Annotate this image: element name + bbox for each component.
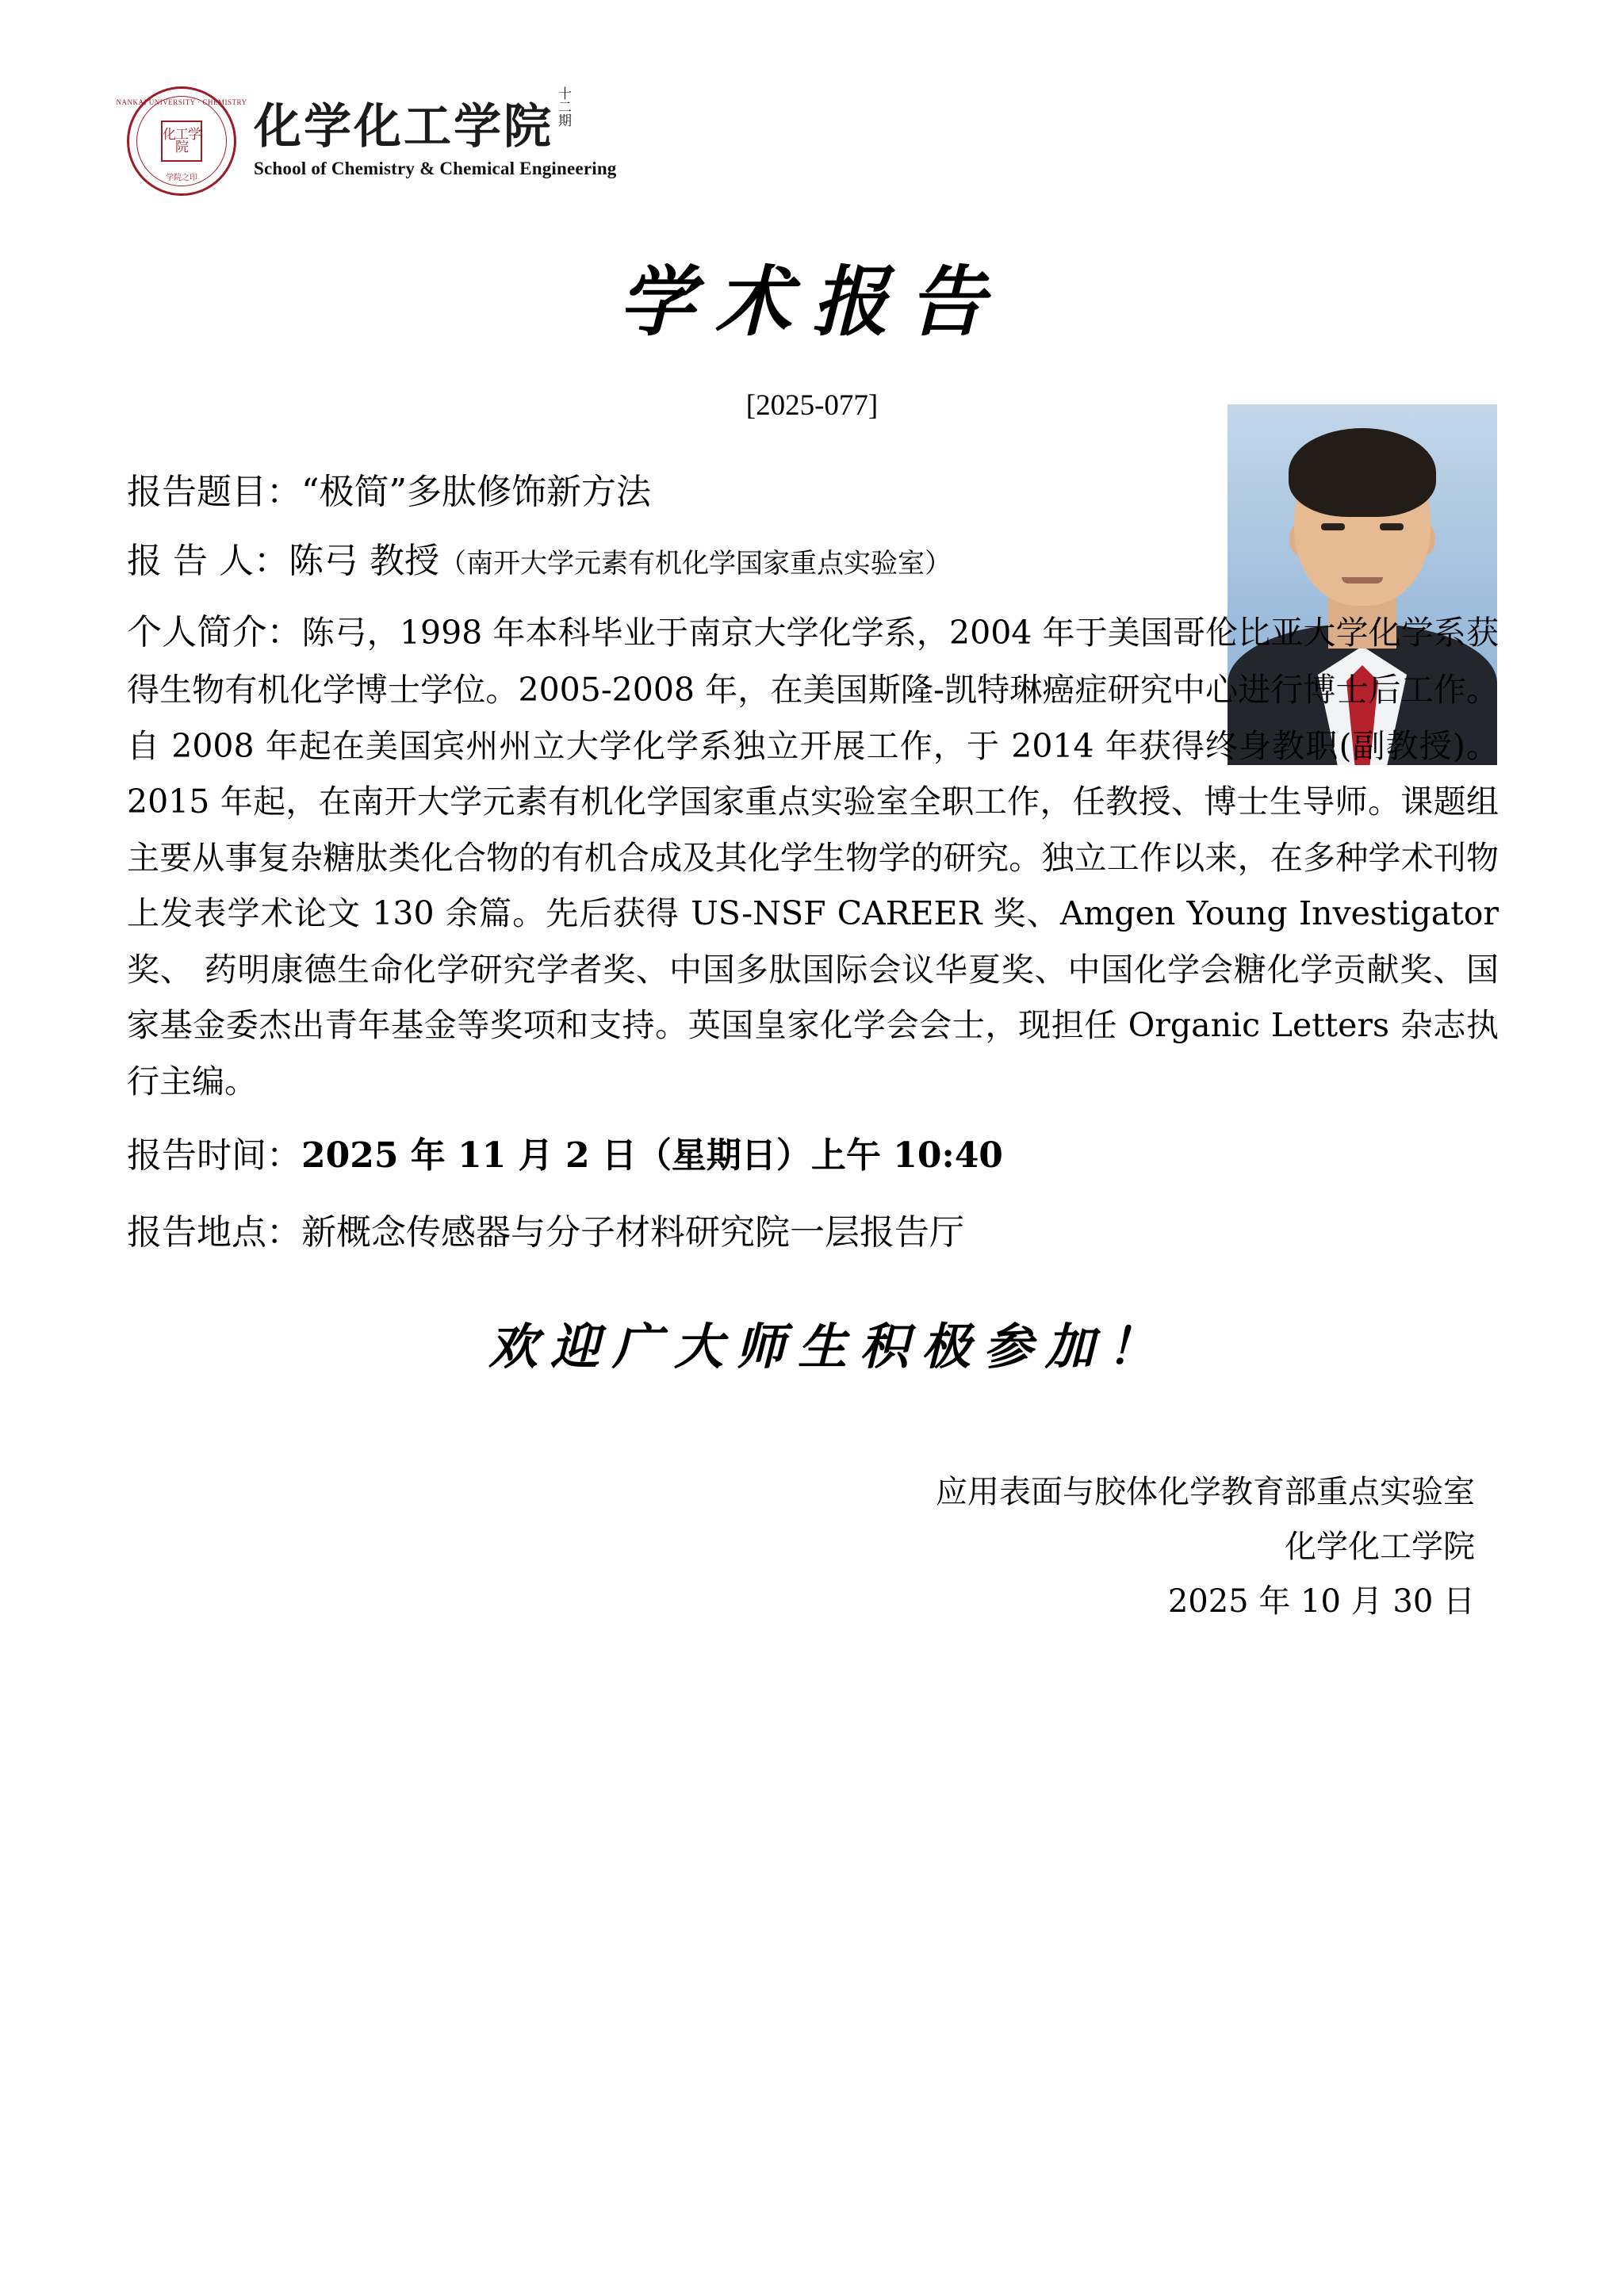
school-name-cn [254,86,617,155]
signature-line-3: 2025 年 10 月 30 日 [1167,1582,1475,1620]
school-name-cn-main: 化学化工学院 [254,99,553,155]
welcome-message: 欢迎广大师生积极参加！ [488,1317,1169,1376]
letterhead [116,83,617,196]
speaker-line [127,533,1499,589]
topic-label: 报告题目： [127,472,301,512]
biography-paragraph [127,603,1499,1110]
document-body [127,464,1499,1628]
biography-label: 个人简介： [127,611,302,652]
time-label: 报告时间： [127,1135,301,1177]
speaker-label: 报 告 人： [127,541,289,582]
signature-block [127,1465,1499,1628]
school-name-cn-sup: 十二期 [558,86,572,129]
place-value: 新概念传感器与分子材料研究院一层报告厅 [301,1212,964,1253]
seal-bottom-text: 学院之印 [166,174,197,182]
seal-core-text: 化工学院 [161,121,202,162]
topic-value: “极简”多肽修饰新方法 [301,472,651,512]
letterhead-text [254,83,617,179]
speaker-name: 陈弓 教授 [288,541,439,582]
place-label: 报告地点： [127,1212,301,1253]
signature-line-1: 应用表面与胶体化学教育部重点实验室 [936,1473,1475,1510]
time-line [127,1127,1499,1186]
time-value: 2025 年 11 月 2 日（星期日）上午 10:40 [301,1135,1003,1177]
page-title: 学术报告 [619,257,1005,346]
speaker-affiliation: （南开大学元素有机化学国家重点实验室） [439,548,952,580]
topic-line [127,464,1499,520]
biography-text: 陈弓，1998 年本科毕业于南京大学化学系，2004 年于美国哥伦比亚大学化学系获得生物有机化学博士学位。2005-2008 年，在美国斯隆-凯特琳癌症研究中心进行博士后工作。自 2008 年起在美国宾州州立大学化学系独立开展工作，于 2014 年获得终身教职(副教授)。2015 年起，在南开大学元素有机化学国家重点实验室全职工作，任教授、博士生导师。课题组主要从事复杂糖肽类化合物的有机合成及其化学生物学的研究。独立工作以来，在多种学术刊物上发表学术论文 130 余篇。先后获得 US-NSF CAREER 奖、Amgen Young Investigator 奖、 药明康德生命化学研究学者奖、中国多肽国际会议华夏奖、中国化学会糖化学贡献奖、国家基金委杰出青年基金等奖项和支持。英国皇家化学会会士，现担任 Organic Letters 杂志执行主编。 [127,613,1499,1100]
document-number: [2025-077] [745,389,879,422]
seal-top-text: NANKAI UNIVERSITY · CHEMISTRY [116,98,247,106]
university-seal-icon [116,86,247,196]
signature-line-2: 化学化工学院 [1285,1528,1475,1565]
school-name-en: School of Chemistry & Chemical Engineering [254,159,617,178]
place-line [127,1203,1499,1263]
